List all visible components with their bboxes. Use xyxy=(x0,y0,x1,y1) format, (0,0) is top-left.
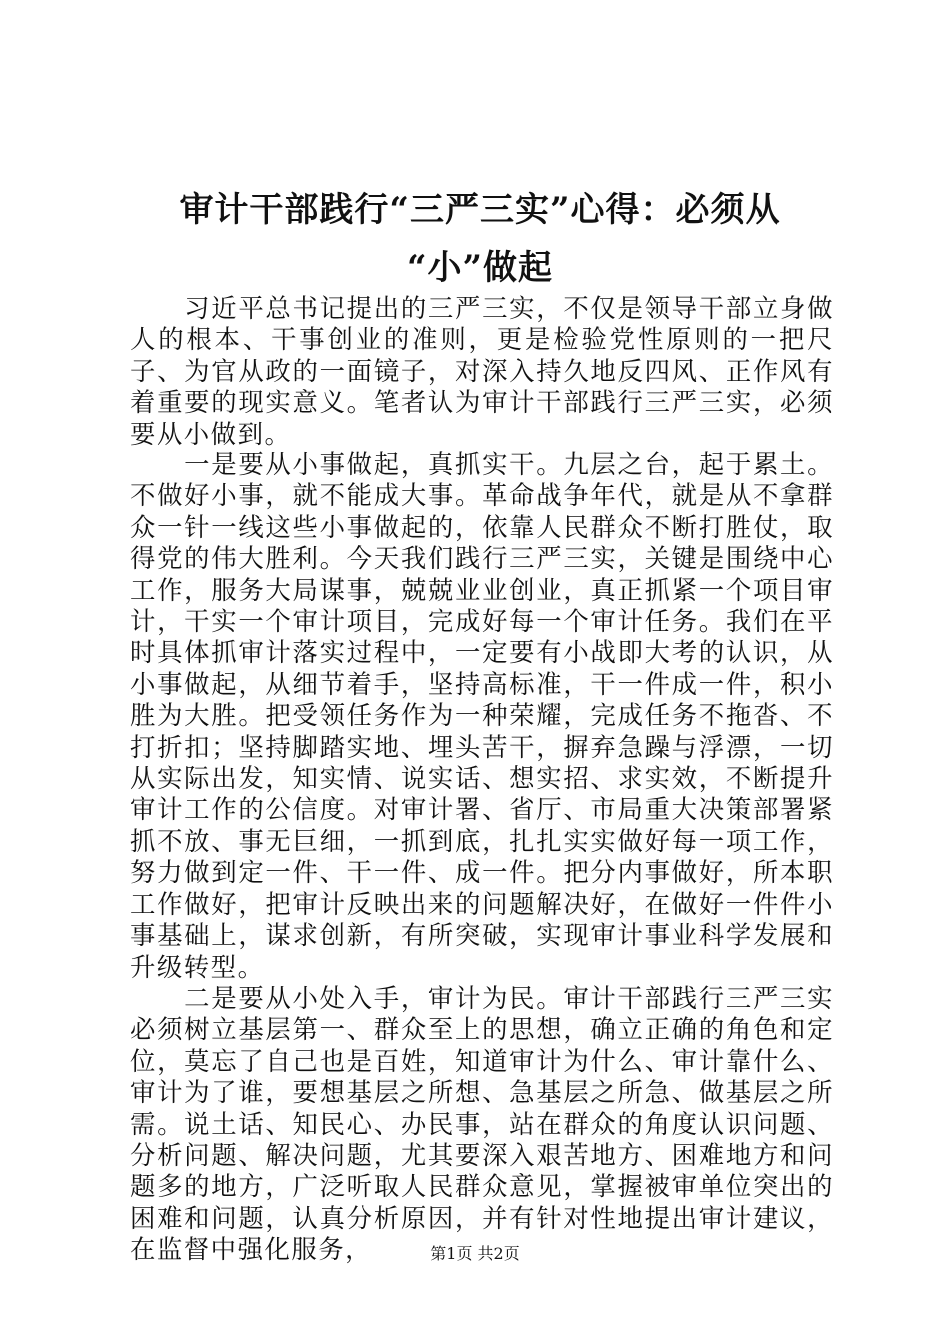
body-paragraph-intro: 习近平总书记提出的三严三实，不仅是领导干部立身做人的根本、干事创业的准则，更是检验党性原则的一把尺子、为官从政的一面镜子，对深入持久地反四风、正作风有着重要的现实意义。笔者认为审计干部践行三严三实，必须要从小做到。 xyxy=(130,293,834,449)
page-footer: 第1页 共2页 xyxy=(430,1244,520,1263)
document-title-line-1: 审计干部践行“三严三实”心得：必须从 xyxy=(179,190,781,230)
document-title-line-2: “小”做起 xyxy=(406,248,554,288)
body-paragraph-main: 一是要从小事做起，真抓实干。九层之台，起于累土。不做好小事，就不能成大事。革命战争年代，就是从不拿群众一针一线这些小事做起的，依靠人民群众不断打胜仗，取得党的伟大胜利。今天我们践行三严三实，关键是围绕中心工作，服务大局谋事，兢兢业业创业，真正抓紧一个项目审计，干实一个审计项目，完成好每一个审计任务。我们在平时具体抓审计落实过程中，一定要有小战即大考的认识，从小事做起，从细节着手，坚持高标准，干一件成一件，积小胜为大胜。把受领任务作为一种荣耀，完成任务不拖沓、不打折扣；坚持脚踏实地、埋头苦干，摒弃急躁与浮漂，一切从实际出发，知实情、说实话、想实招、求实效，不断提升审计工作的公信度。对审计署、省厅、市局重大决策部署紧抓不放、事无巨细，一抓到底，扎扎实实做好每一项工作，努力做到定一件、干一件、成一件。把分内事做好，所本职工作做好，把审计反映出来的问题解决好，在做好一件件小事基础上，谋求创新，有所突破，实现审计事业科学发展和升级转型。 二是要从小处入手，审计为民。审计干部践行三严三实必须树立基层第一、群众至上的思想，确立正确的角色和定位，莫忘了自己也是百姓，知道审计为什么、审计靠什么、审计为了谁，要想基层之所想、急基层之所急、做基层之所需。说土话、知民心、办民事，站在群众的角度认识问题、分析问题、解决问题，尤其要深入艰苦地方、困难地方和问题多的地方，广泛听取人民群众意见，掌握被审单位突出的困难和问题，认真分析原因，并有针对性地提出审计建议，在监督中强化服务， xyxy=(130,449,834,1265)
